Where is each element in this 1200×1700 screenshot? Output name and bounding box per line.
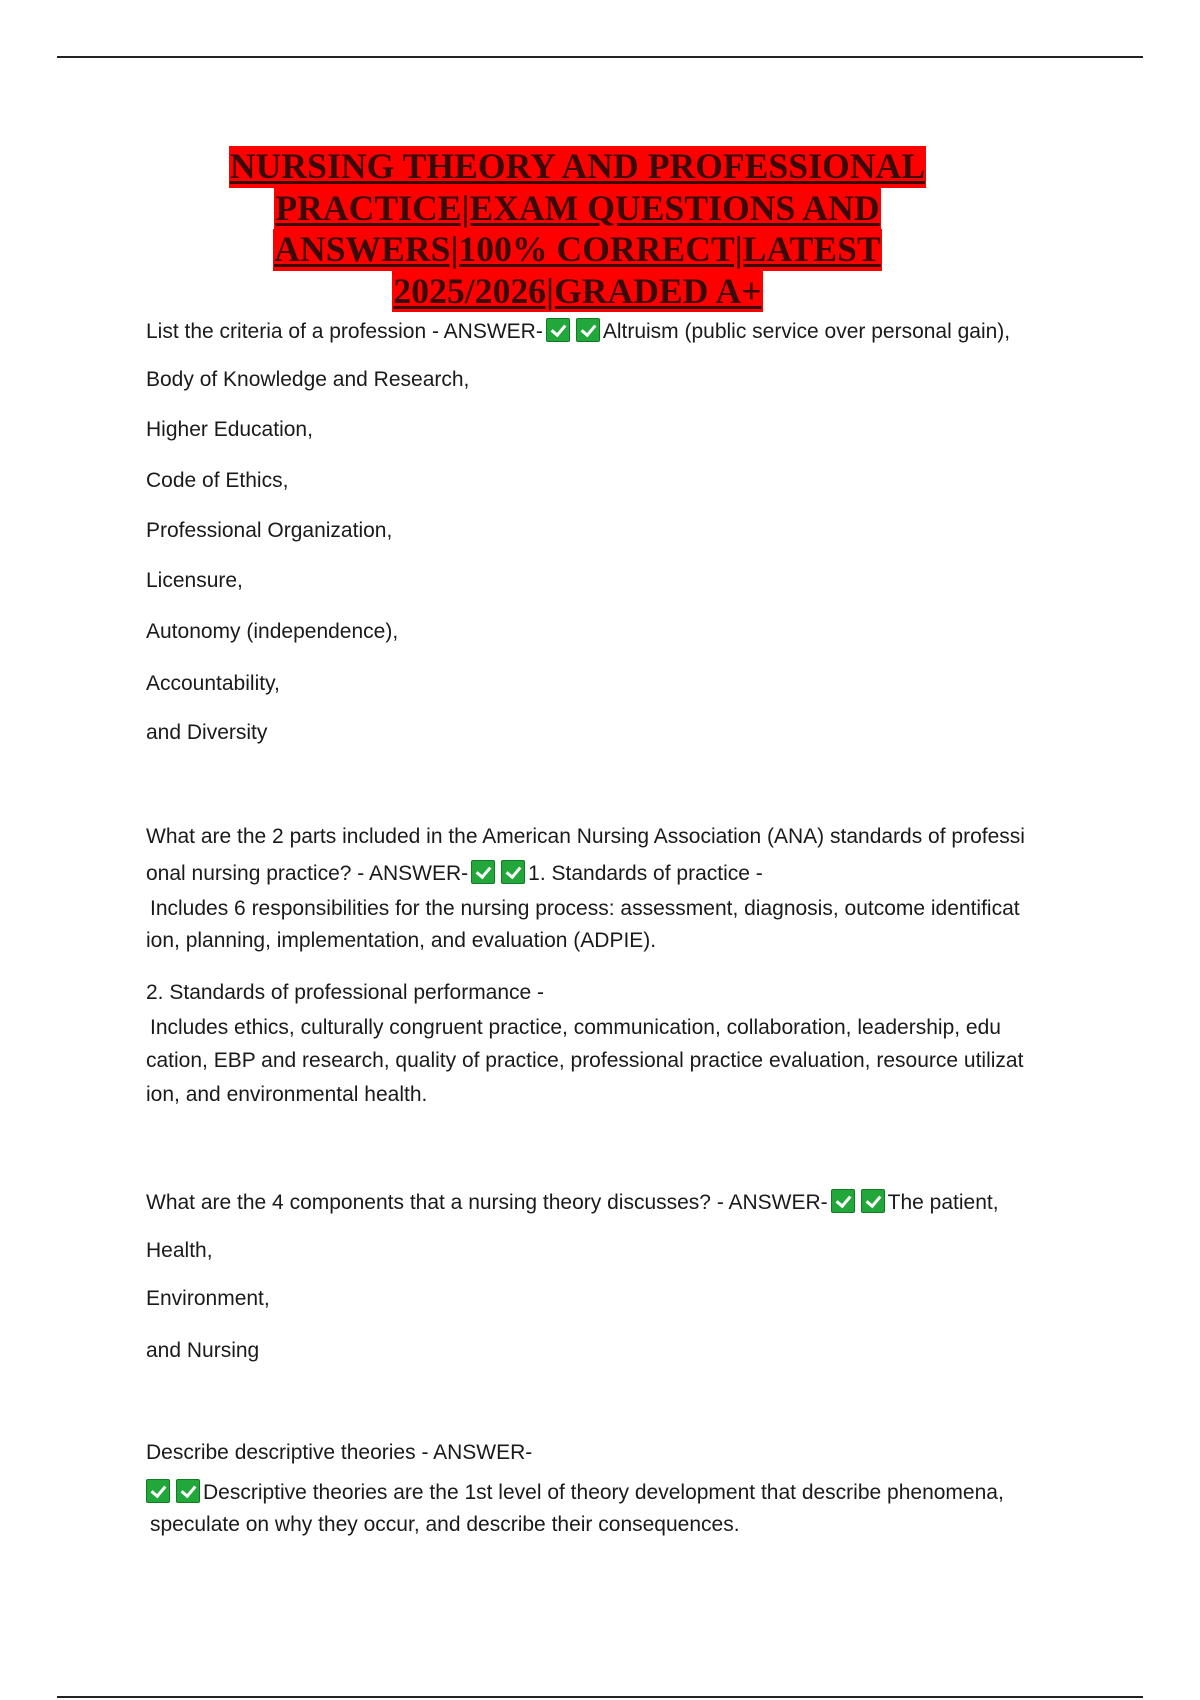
q1-answer-line: Professional Organization, (146, 519, 393, 542)
q2-part2-line-2: cation, EBP and research, quality of practice, professional practice evaluation, resource utilizat (146, 1049, 1024, 1072)
check-mark-icon (546, 318, 570, 342)
title-line-4: 2025/2026|GRADED A+ (393, 270, 762, 311)
q2-question-text: onal nursing practice? - ANSWER- (146, 862, 469, 885)
q2-part2-heading: 2. Standards of professional performance - (146, 981, 545, 1004)
q2-part1-line-2: ion, planning, implementation, and evaluation (ADPIE). (146, 929, 657, 952)
q1-answer-line: Body of Knowledge and Research, (146, 368, 470, 391)
title-line-2: PRACTICE|EXAM QUESTIONS AND (275, 187, 880, 228)
q2-part1-heading: 1. Standards of practice - (528, 862, 763, 885)
check-mark-icon (576, 318, 600, 342)
header-rule (57, 56, 1143, 58)
q1-answer-line: Accountability, (146, 672, 280, 695)
document-title (120, 146, 1035, 312)
check-mark-icon (831, 1189, 855, 1213)
q2-question-line-2 (146, 860, 763, 887)
q4-answer-line-1 (146, 1479, 1004, 1506)
q3-answer-line: and Nursing (146, 1339, 260, 1362)
q1-answer-line: and Diversity (146, 721, 268, 744)
q1-question-text: List the criteria of a profession - ANSWER- (146, 320, 543, 343)
q3-question-text: What are the 4 components that a nursing theory discusses? - ANSWER- (146, 1191, 828, 1214)
q3-question (146, 1189, 999, 1216)
footer-rule (57, 1696, 1143, 1698)
q2-part2-line-3: ion, and environmental health. (146, 1083, 428, 1106)
q3-answer-line: Health, (146, 1239, 213, 1262)
check-mark-icon (501, 860, 525, 884)
check-mark-icon (471, 860, 495, 884)
title-line-3: ANSWERS|100% CORRECT|LATEST (274, 229, 881, 269)
q1-question (146, 318, 1010, 345)
q4-answer-text: Descriptive theories are the 1st level of theory development that describe phenomena, (203, 1481, 1004, 1504)
check-mark-icon (861, 1189, 885, 1213)
q4-question: Describe descriptive theories - ANSWER- (146, 1441, 533, 1464)
q1-answer-line: Code of Ethics, (146, 469, 289, 492)
q2-part2-line-1: Includes ethics, culturally congruent practice, communication, collaboration, leadership, edu (150, 1016, 1001, 1039)
q2-part1-line-1: Includes 6 responsibilities for the nursing process: assessment, diagnosis, outcome identificat (150, 897, 1020, 920)
title-line-1: NURSING THEORY AND PROFESSIONAL (229, 146, 926, 186)
q4-answer-line-2: speculate on why they occur, and describe their consequences. (150, 1513, 740, 1536)
q1-answer-first: Altruism (public service over personal gain), (602, 320, 1011, 343)
q3-answer-first: The patient, (887, 1191, 999, 1214)
q3-answer-line: Environment, (146, 1287, 270, 1310)
q2-question-line-1: What are the 2 parts included in the American Nursing Association (ANA) standards of professi (146, 825, 1025, 848)
check-mark-icon (176, 1479, 200, 1503)
check-mark-icon (146, 1479, 170, 1503)
q1-answer-line: Autonomy (independence), (146, 620, 399, 643)
q1-answer-line: Licensure, (146, 569, 243, 592)
q1-answer-line: Higher Education, (146, 418, 313, 441)
